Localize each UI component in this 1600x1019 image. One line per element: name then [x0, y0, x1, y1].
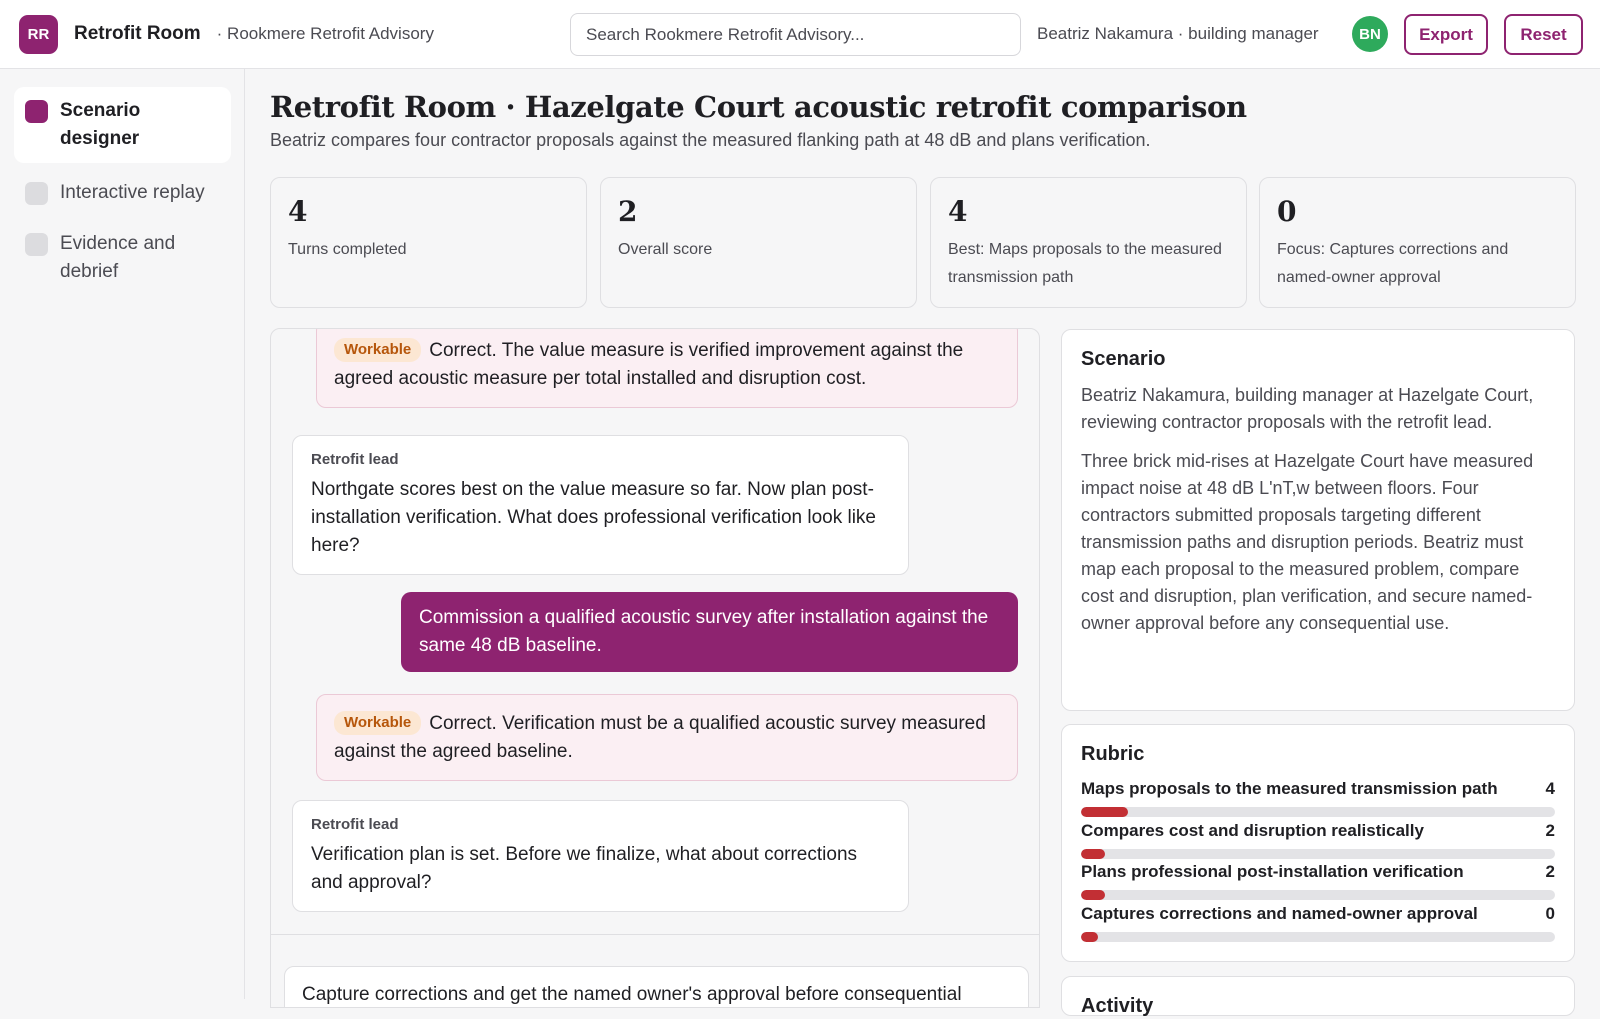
stat-card-best: [930, 177, 1247, 308]
sidebar-item-label: Interactive replay: [60, 182, 205, 203]
lead-message: [292, 435, 909, 575]
rubric-bar-fill: [1081, 932, 1098, 942]
rubric-score: 2: [1545, 862, 1555, 881]
reset-button[interactable]: Reset: [1504, 14, 1583, 55]
reply-input[interactable]: Capture corrections and get the named owner's approval before consequential: [284, 966, 1029, 1008]
sidebar-item-evidence-debrief[interactable]: [14, 220, 231, 296]
stat-card-turns: [270, 177, 587, 308]
search-input[interactable]: [586, 25, 1005, 45]
feedback-message: [316, 694, 1018, 781]
app-title: Retrofit Room: [74, 23, 201, 44]
rubric-item: [1081, 820, 1555, 859]
nav-square-icon: [25, 182, 48, 205]
stat-card-overall-score: [600, 177, 917, 308]
card-title: Activity: [1081, 995, 1154, 1017]
stat-label: Focus: Captures corrections and named-owner approval: [1277, 241, 1509, 286]
rubric-label: Captures corrections and named-owner approval: [1081, 904, 1478, 923]
rubric-bar-fill: [1081, 807, 1128, 817]
top-bar: [0, 0, 1600, 69]
message-text: Northgate scores best on the value measure so far. Now plan post-installation verification. What does professional verification look like here?: [311, 479, 876, 556]
app-logo[interactable]: RR: [19, 15, 58, 54]
rubric-score: 2: [1545, 821, 1555, 840]
sidebar-item-scenario-designer[interactable]: [14, 87, 231, 163]
avatar[interactable]: BN: [1352, 16, 1388, 52]
rubric-bar: [1081, 932, 1555, 942]
divider: [271, 934, 1040, 935]
message-text: Commission a qualified acoustic survey after installation against the same 48 dB baseline.: [419, 607, 989, 656]
rubric-score: 4: [1545, 779, 1555, 798]
status-badge: Workable: [334, 711, 421, 735]
sidebar: [0, 69, 245, 999]
rubric-bar-fill: [1081, 890, 1105, 900]
feedback-message: [316, 328, 1018, 408]
card-title: Rubric: [1081, 743, 1145, 765]
sidebar-item-label: Evidence and debrief: [60, 233, 176, 282]
nav-square-icon: [25, 233, 48, 256]
organization-name: · Rookmere Retrofit Advisory: [216, 24, 434, 43]
page-subtitle: Beatriz compares four contractor proposals against the measured flanking path at 48 dB and plans verification.: [270, 130, 1151, 150]
search-box[interactable]: [570, 13, 1021, 56]
stat-card-focus: [1259, 177, 1576, 308]
stat-value: 2: [618, 195, 638, 228]
rubric-card: [1061, 724, 1575, 962]
rubric-bar: [1081, 890, 1555, 900]
rubric-item: [1081, 778, 1555, 817]
rubric-label: Plans professional post-installation verification: [1081, 862, 1464, 881]
nav-square-icon: [25, 100, 48, 123]
rubric-bar: [1081, 849, 1555, 859]
rubric-item: [1081, 861, 1555, 900]
rubric-bar: [1081, 807, 1555, 817]
scenario-card: [1061, 329, 1575, 711]
scenario-description: Three brick mid-rises at Hazelgate Court have measured impact noise at 48 dB L'nT,w between floors. Four contractors submitted proposals targeting different transmission paths and disruption periods. Beatriz must map each proposal to the measured problem, compare cost and disruption, plan verification, and secure named-owner approval before any consequential use.: [1081, 451, 1534, 633]
page-title: Retrofit Room · Hazelgate Court acoustic retrofit comparison: [270, 90, 1247, 124]
user-message: [401, 592, 1018, 672]
stat-label: Overall score: [618, 241, 713, 258]
message-text: Correct. The value measure is verified improvement against the agreed acoustic measure per total installed and disruption cost.: [334, 340, 964, 389]
stat-label: Turns completed: [288, 241, 407, 258]
rubric-score: 0: [1545, 904, 1555, 923]
scenario-intro: Beatriz Nakamura, building manager at Hazelgate Court, reviewing contractor proposals with the retrofit lead.: [1081, 385, 1534, 432]
message-author: Retrofit lead: [311, 816, 399, 833]
message-text: Correct. Verification must be a qualified acoustic survey measured against the agreed baseline.: [334, 713, 986, 762]
rubric-item: [1081, 903, 1555, 942]
sidebar-item-interactive-replay[interactable]: [14, 169, 231, 217]
message-author: Retrofit lead: [311, 451, 399, 468]
card-title: Scenario: [1081, 348, 1166, 370]
message-text: Verification plan is set. Before we finalize, what about corrections and approval?: [311, 844, 858, 893]
rubric-bar-fill: [1081, 849, 1105, 859]
status-badge: Workable: [334, 338, 421, 362]
stat-value: 4: [948, 195, 968, 228]
export-button[interactable]: Export: [1404, 14, 1488, 55]
stat-value: 4: [288, 195, 308, 228]
stat-value: 0: [1277, 195, 1297, 228]
rubric-label: Maps proposals to the measured transmission path: [1081, 779, 1498, 798]
sidebar-item-label: Scenario designer: [60, 100, 141, 149]
lead-message: [292, 800, 909, 912]
user-name-role: Beatriz Nakamura · building manager: [1037, 24, 1319, 43]
rubric-label: Compares cost and disruption realistically: [1081, 821, 1424, 840]
conversation-panel[interactable]: [270, 328, 1040, 1008]
activity-card: [1061, 976, 1575, 1016]
stat-label: Best: Maps proposals to the measured transmission path: [948, 241, 1222, 286]
